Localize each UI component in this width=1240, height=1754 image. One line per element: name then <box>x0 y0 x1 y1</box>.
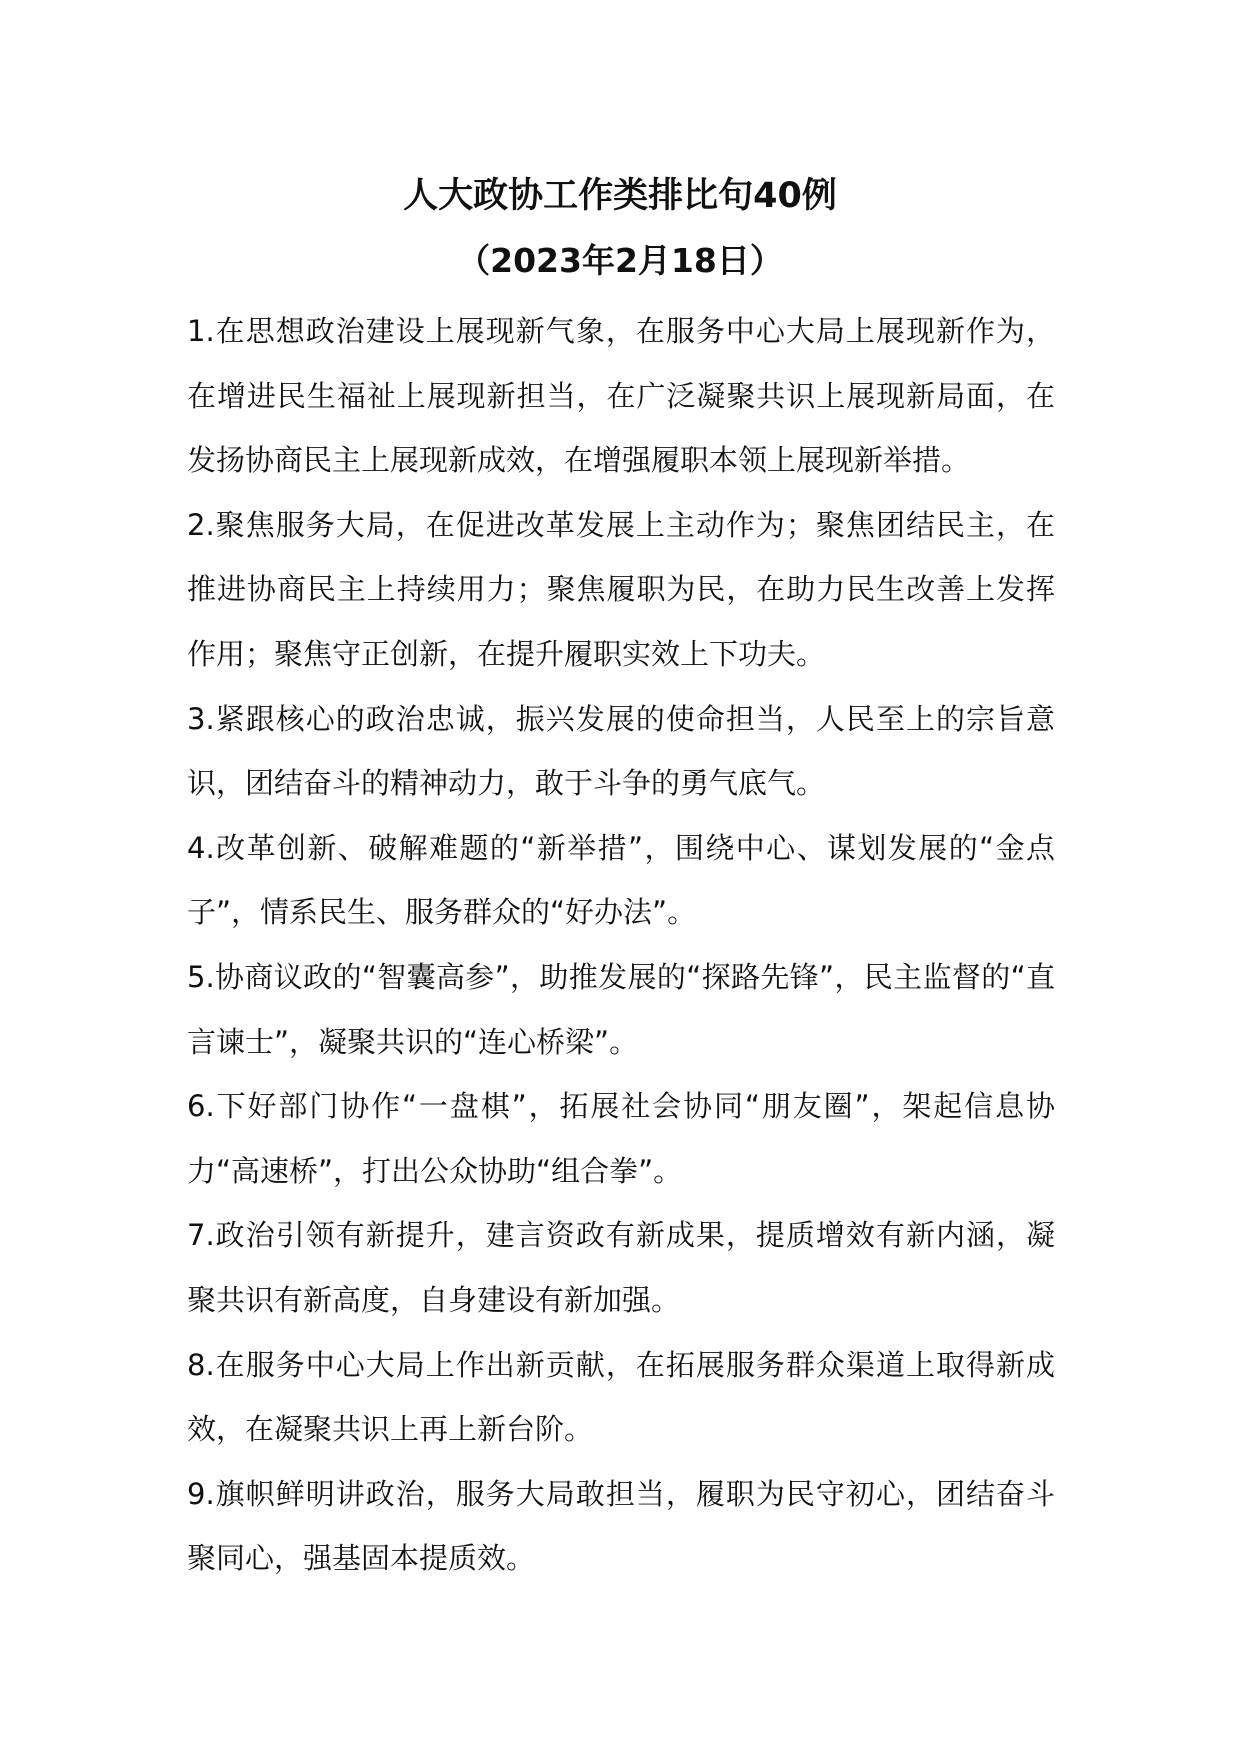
paragraph-5: 5.协商议政的“智囊高参”，助推发展的“探路先锋”，民主监督的“直言谏士”，凝聚共识的“连心桥梁”。 <box>187 959 1055 1059</box>
paragraph-9: 9.旗帜鲜明讲政治，服务大局敢担当，履职为民守初心，团结奋斗聚同心，强基固本提质效。 <box>187 1476 1055 1576</box>
paragraph-6: 6.下好部门协作“一盘棋”，拓展社会协同“朋友圈”，架起信息协力“高速桥”，打出公众协助“组合拳”。 <box>187 1089 1055 1188</box>
paragraph-8: 8.在服务中心大局上作出新贡献，在拓展服务群众渠道上取得新成效，在凝聚共识上再上新台阶。 <box>187 1347 1055 1447</box>
document-body <box>187 299 1055 1591</box>
paragraph-4: 4.改革创新、破解难题的“新举措”，围绕中心、谋划发展的“金点子”，情系民生、服务群众的“好办法”。 <box>187 830 1055 930</box>
document-date: （2023年2月18日） <box>457 241 783 280</box>
paragraph-3: 3.紧跟核心的政治忠诚，振兴发展的使命担当，人民至上的宗旨意识，团结奋斗的精神动力，敢于斗争的勇气底气。 <box>187 701 1055 801</box>
paragraph-2: 2.聚焦服务大局，在促进改革发展上主动作为；聚焦团结民主，在推进协商民主上持续用力；聚焦履职为民，在助力民生改善上发挥作用；聚焦守正创新，在提升履职实效上下功夫。 <box>187 507 1055 671</box>
paragraph-1: 1.在思想政治建设上展现新气象，在服务中心大局上展现新作为，在增进民生福祉上展现新担当，在广泛凝聚共识上展现新局面，在发扬协商民主上展现新成效，在增强履职本领上展现新举措。 <box>187 314 1055 478</box>
paragraph-7: 7.政治引领有新提升，建言资政有新成果，提质增效有新内涵，凝聚共识有新高度，自身建设有新加强。 <box>187 1218 1055 1317</box>
page-title: 人大政协工作类排比句40例 <box>403 176 837 216</box>
